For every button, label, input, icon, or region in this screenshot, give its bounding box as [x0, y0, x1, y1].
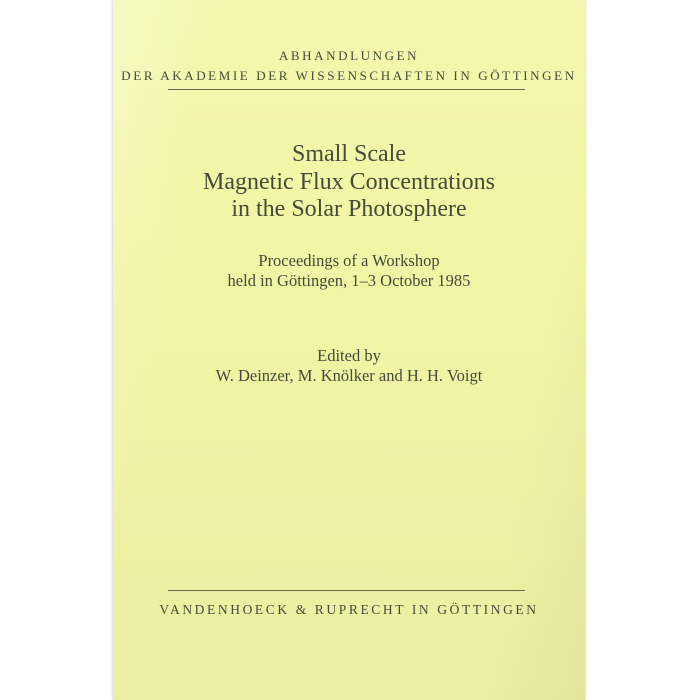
- series-title-line-1: ABHANDLUNGEN: [278, 48, 420, 63]
- publisher-imprint: VANDENHOECK & RUPRECHT IN GÖTTINGEN: [159, 602, 539, 617]
- publisher-divider-rule: [168, 590, 525, 591]
- series-divider-rule: [168, 89, 525, 90]
- book-title-line-2: Magnetic Flux Concentrations: [203, 169, 495, 195]
- book-cover: [113, 0, 585, 700]
- editor-names: W. Deinzer, M. Knölker and H. H. Voigt: [215, 366, 483, 385]
- book-title-line-1: Small Scale: [292, 141, 406, 167]
- book-title-line-3: in the Solar Photosphere: [231, 196, 467, 222]
- subtitle-line-2: held in Göttingen, 1–3 October 1985: [227, 271, 471, 290]
- series-title-line-2: DER AKADEMIE DER WISSENSCHAFTEN IN GÖTTINGEN: [121, 68, 577, 83]
- edited-by-label: Edited by: [317, 346, 381, 365]
- subtitle-line-1: Proceedings of a Workshop: [258, 251, 440, 270]
